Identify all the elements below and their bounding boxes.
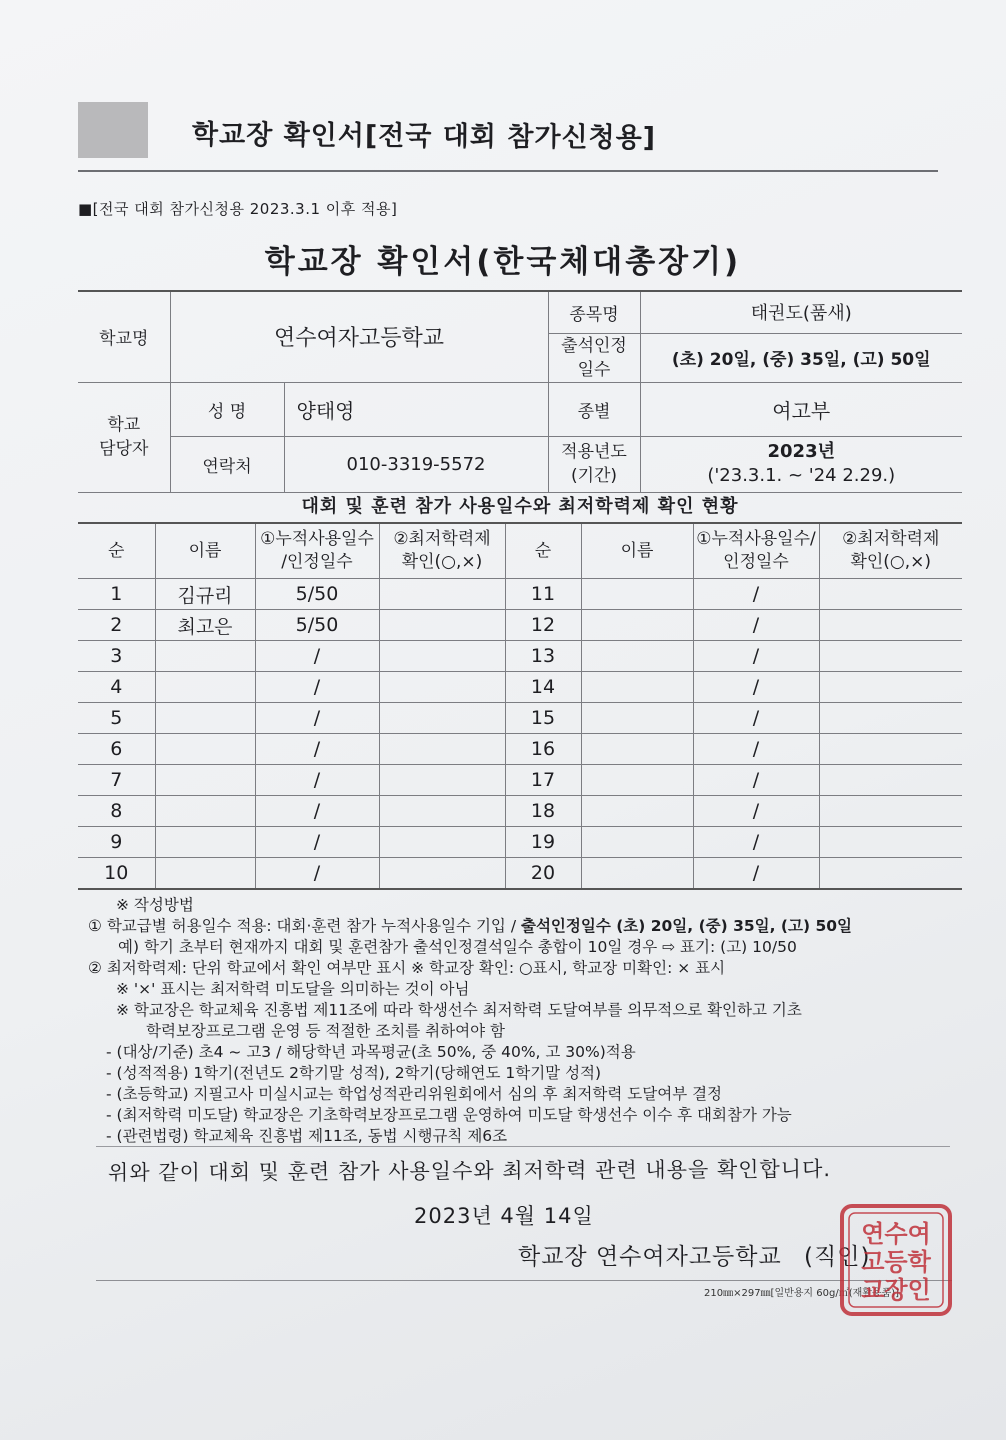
row-name-right xyxy=(581,827,693,858)
row-name-right xyxy=(581,734,693,765)
row-no: 4 xyxy=(78,672,155,703)
header-check xyxy=(379,523,505,579)
row-name-right xyxy=(581,796,693,827)
row-name xyxy=(155,796,255,827)
row-no: 8 xyxy=(78,796,155,827)
row-no-right: 13 xyxy=(505,641,581,672)
row-days-right: / xyxy=(693,703,819,734)
instructions xyxy=(88,895,968,1147)
row-check-right xyxy=(819,672,962,703)
header-days-line2: /인정일수 xyxy=(281,552,353,572)
row-days-right: / xyxy=(693,641,819,672)
row-days-right: / xyxy=(693,796,819,827)
info-table xyxy=(78,290,962,493)
header-name-right: 이름 xyxy=(581,523,693,579)
table-row xyxy=(78,765,962,796)
header-check-right-line1: ②최저학력제 xyxy=(842,529,940,549)
header-name: 이름 xyxy=(155,523,255,579)
instruction-item-1-bold: 출석인정일수 (초) 20일, (중) 35일, (고) 50일 xyxy=(520,917,853,935)
row-check-right xyxy=(819,610,962,641)
row-no: 3 xyxy=(78,641,155,672)
row-days-right: / xyxy=(693,610,819,641)
instruction-dash-3: - (초등학교) 지필고사 미실시교는 학업성적관리위원회에서 심의 후 최저학력 도달여부 결정 xyxy=(106,1085,723,1103)
school-value: 연수여자고등학교 xyxy=(170,291,548,382)
official-seal-stamp xyxy=(838,1202,954,1318)
roster-table xyxy=(78,522,962,890)
row-name xyxy=(155,703,255,734)
table-row xyxy=(78,641,962,672)
name-value: 양태영 xyxy=(284,382,548,436)
form-note: ■[전국 대회 참가신청용 2023.3.1 이후 적용] xyxy=(78,200,398,218)
instruction-dash-2: - (성적적용) 1학기(전년도 2학기말 성적), 2학기(당해연도 1학기말 성적) xyxy=(106,1064,602,1082)
name-label: 성 명 xyxy=(170,382,284,436)
row-check xyxy=(379,858,505,890)
attend-value: (초) 20일, (중) 35일, (고) 50일 xyxy=(640,333,962,382)
row-name-right xyxy=(581,672,693,703)
confirmation-statement: 위와 같이 대회 및 훈련 참가 사용일수와 최저학력 관련 내용을 확인합니다. xyxy=(107,1157,832,1185)
roster-header-row xyxy=(78,523,962,579)
row-check-right xyxy=(819,765,962,796)
instruction-example: 예) 학기 초부터 현재까지 대회 및 훈련참가 출석인정결석일수 총합이 10일 경우 ⇨ 표기: (고) 10/50 xyxy=(118,938,797,956)
gender-value: 여고부 xyxy=(640,382,962,436)
instruction-item-2: ② 최저학력제: 단위 학교에서 확인 여부만 표시 ※ 학교장 확인: ○표시, 학교장 미확인: × 표시 xyxy=(88,959,726,977)
row-days: / xyxy=(255,827,379,858)
row-days: / xyxy=(255,703,379,734)
row-name xyxy=(155,641,255,672)
row-no-right: 18 xyxy=(505,796,581,827)
row-check-right xyxy=(819,703,962,734)
table-row xyxy=(78,734,962,765)
row-check-right xyxy=(819,858,962,890)
row-no-right: 15 xyxy=(505,703,581,734)
table-row xyxy=(78,610,962,641)
row-days: 5/50 xyxy=(255,610,379,641)
footer-divider xyxy=(96,1280,952,1281)
header-days-right-line2: 인정일수 xyxy=(723,552,789,572)
row-days: / xyxy=(255,734,379,765)
header-check-line1: ②최저학력제 xyxy=(393,529,491,549)
row-check xyxy=(379,765,505,796)
row-no-right: 20 xyxy=(505,858,581,890)
row-days: 5/50 xyxy=(255,579,379,610)
row-no: 5 xyxy=(78,703,155,734)
school-label: 학교명 xyxy=(78,291,170,382)
header-no: 순 xyxy=(78,523,155,579)
header-days-right-line1: ①누적사용일수/ xyxy=(696,529,816,549)
row-name-right xyxy=(581,610,693,641)
row-name-right xyxy=(581,641,693,672)
header-days-right xyxy=(693,523,819,579)
row-name-right xyxy=(581,858,693,890)
row-no-right: 16 xyxy=(505,734,581,765)
instruction-item-1 xyxy=(88,916,968,937)
row-no: 2 xyxy=(78,610,155,641)
row-days-right: / xyxy=(693,734,819,765)
header-divider xyxy=(78,170,938,172)
issue-date: 2023년 4월 14일 xyxy=(414,1204,594,1228)
table-row xyxy=(78,827,962,858)
row-check xyxy=(379,827,505,858)
contact-label xyxy=(78,382,170,492)
year-label-line1: 적용년도 xyxy=(561,442,627,462)
paper-spec: 210㎜×297㎜[일반용지 60g/㎡(재활용품)] xyxy=(704,1288,900,1299)
row-check xyxy=(379,703,505,734)
header-check-right-line2: 확인(○,×) xyxy=(850,552,932,572)
table-row xyxy=(78,672,962,703)
seal-text-1: 연수여 xyxy=(861,1219,931,1248)
attend-label xyxy=(548,333,640,382)
row-days-right: / xyxy=(693,827,819,858)
row-check xyxy=(379,734,505,765)
row-days: / xyxy=(255,796,379,827)
row-no-right: 12 xyxy=(505,610,581,641)
instruction-dash-5: - (관련법령) 학교체육 진흥법 제11조, 동법 시행규칙 제6조 xyxy=(106,1127,508,1145)
row-no-right: 19 xyxy=(505,827,581,858)
row-check xyxy=(379,610,505,641)
row-check-right xyxy=(819,796,962,827)
row-check-right xyxy=(819,734,962,765)
header-days-line1: ①누적사용일수 xyxy=(260,529,374,549)
year-label xyxy=(548,436,640,492)
instruction-note-2: ※ 학교장은 학교체육 진흥법 제11조에 따라 학생선수 최저학력 도달여부를 의무적으로 확인하고 기초 xyxy=(116,1001,802,1019)
row-name xyxy=(155,672,255,703)
row-name xyxy=(155,765,255,796)
header-no-right: 순 xyxy=(505,523,581,579)
row-days: / xyxy=(255,765,379,796)
row-check-right xyxy=(819,579,962,610)
principal-signature xyxy=(518,1238,870,1271)
row-no-right: 11 xyxy=(505,579,581,610)
row-name xyxy=(155,827,255,858)
year-value-cell xyxy=(640,436,962,492)
table-row xyxy=(78,579,962,610)
row-name xyxy=(155,734,255,765)
row-days-right: / xyxy=(693,672,819,703)
event-label: 종목명 xyxy=(548,291,640,333)
seal-text-2: 고등학 xyxy=(861,1247,931,1276)
row-name-right xyxy=(581,765,693,796)
attend-label-line2: 일수 xyxy=(577,359,611,380)
phone-label: 연락처 xyxy=(170,436,284,492)
instruction-note-1: ※ '×' 표시는 최저학력 미도달을 의미하는 것이 아님 xyxy=(116,980,470,998)
row-name: 김규리 xyxy=(155,579,255,610)
instruction-note-2-cont: 학력보장프로그램 운영 등 적절한 조치를 취하여야 함 xyxy=(146,1022,505,1040)
event-value: 태권도(품새) xyxy=(640,291,962,333)
row-no-right: 14 xyxy=(505,672,581,703)
row-check xyxy=(379,579,505,610)
row-name-right xyxy=(581,579,693,610)
row-no: 1 xyxy=(78,579,155,610)
main-title: 학교장 확인서(한국체대총장기) xyxy=(264,244,742,280)
instruction-dash-1: - (대상/기준) 초4 ~ 고3 / 해당학년 과목평균(초 50%, 중 40%, 고 30%)적용 xyxy=(106,1043,636,1061)
row-no: 7 xyxy=(78,765,155,796)
phone-value: 010-3319-5572 xyxy=(284,436,548,492)
confirm-divider xyxy=(96,1146,950,1147)
row-name: 최고은 xyxy=(155,610,255,641)
row-check-right xyxy=(819,641,962,672)
header-gray-block xyxy=(78,102,148,158)
instruction-item-1-text: ① 학교급별 허용일수 적용: 대회·훈련 참가 누적사용일수 기입 / xyxy=(88,917,521,935)
period-value: ('23.3.1. ~ '24 2.29.) xyxy=(707,465,896,486)
row-check xyxy=(379,796,505,827)
row-check xyxy=(379,641,505,672)
table-row xyxy=(78,703,962,734)
header-check-right xyxy=(819,523,962,579)
contact-label-line1: 학교 xyxy=(107,415,141,435)
row-days-right: / xyxy=(693,858,819,890)
gender-label: 종별 xyxy=(548,382,640,436)
row-no-right: 17 xyxy=(505,765,581,796)
row-name xyxy=(155,858,255,890)
instruction-dash-4: - (최저학력 미도달) 학교장은 기초학력보장프로그램 운영하여 미도달 학생선수 이수 후 대회참가 가능 xyxy=(106,1106,792,1124)
row-no: 10 xyxy=(78,858,155,890)
row-days-right: / xyxy=(693,765,819,796)
row-days: / xyxy=(255,858,379,890)
row-days: / xyxy=(255,641,379,672)
principal-name: 학교장 연수여자고등학교 xyxy=(518,1244,782,1270)
row-no: 6 xyxy=(78,734,155,765)
attend-label-line1: 출석인정 xyxy=(561,335,627,356)
row-days: / xyxy=(255,672,379,703)
row-days-right: / xyxy=(693,579,819,610)
row-name-right xyxy=(581,703,693,734)
table-row xyxy=(78,858,962,890)
contact-label-line2: 담당자 xyxy=(99,439,149,459)
year-value: 2023년 xyxy=(767,441,835,462)
row-check-right xyxy=(819,827,962,858)
seal-text-3: 교장인 xyxy=(861,1275,931,1304)
header-title: 학교장 확인서[전국 대회 참가신청용] xyxy=(191,119,657,154)
roster-section-title: 대회 및 훈련 참가 사용일수와 최저학력제 확인 현황 xyxy=(301,496,739,517)
row-check xyxy=(379,672,505,703)
row-no: 9 xyxy=(78,827,155,858)
header-days xyxy=(255,523,379,579)
instructions-title: ※ 작성방법 xyxy=(116,896,194,914)
seal-mark: (직인) xyxy=(804,1244,871,1270)
table-row xyxy=(78,796,962,827)
header-check-line2: 확인(○,×) xyxy=(401,552,483,572)
year-label-line2: (기간) xyxy=(570,466,618,486)
